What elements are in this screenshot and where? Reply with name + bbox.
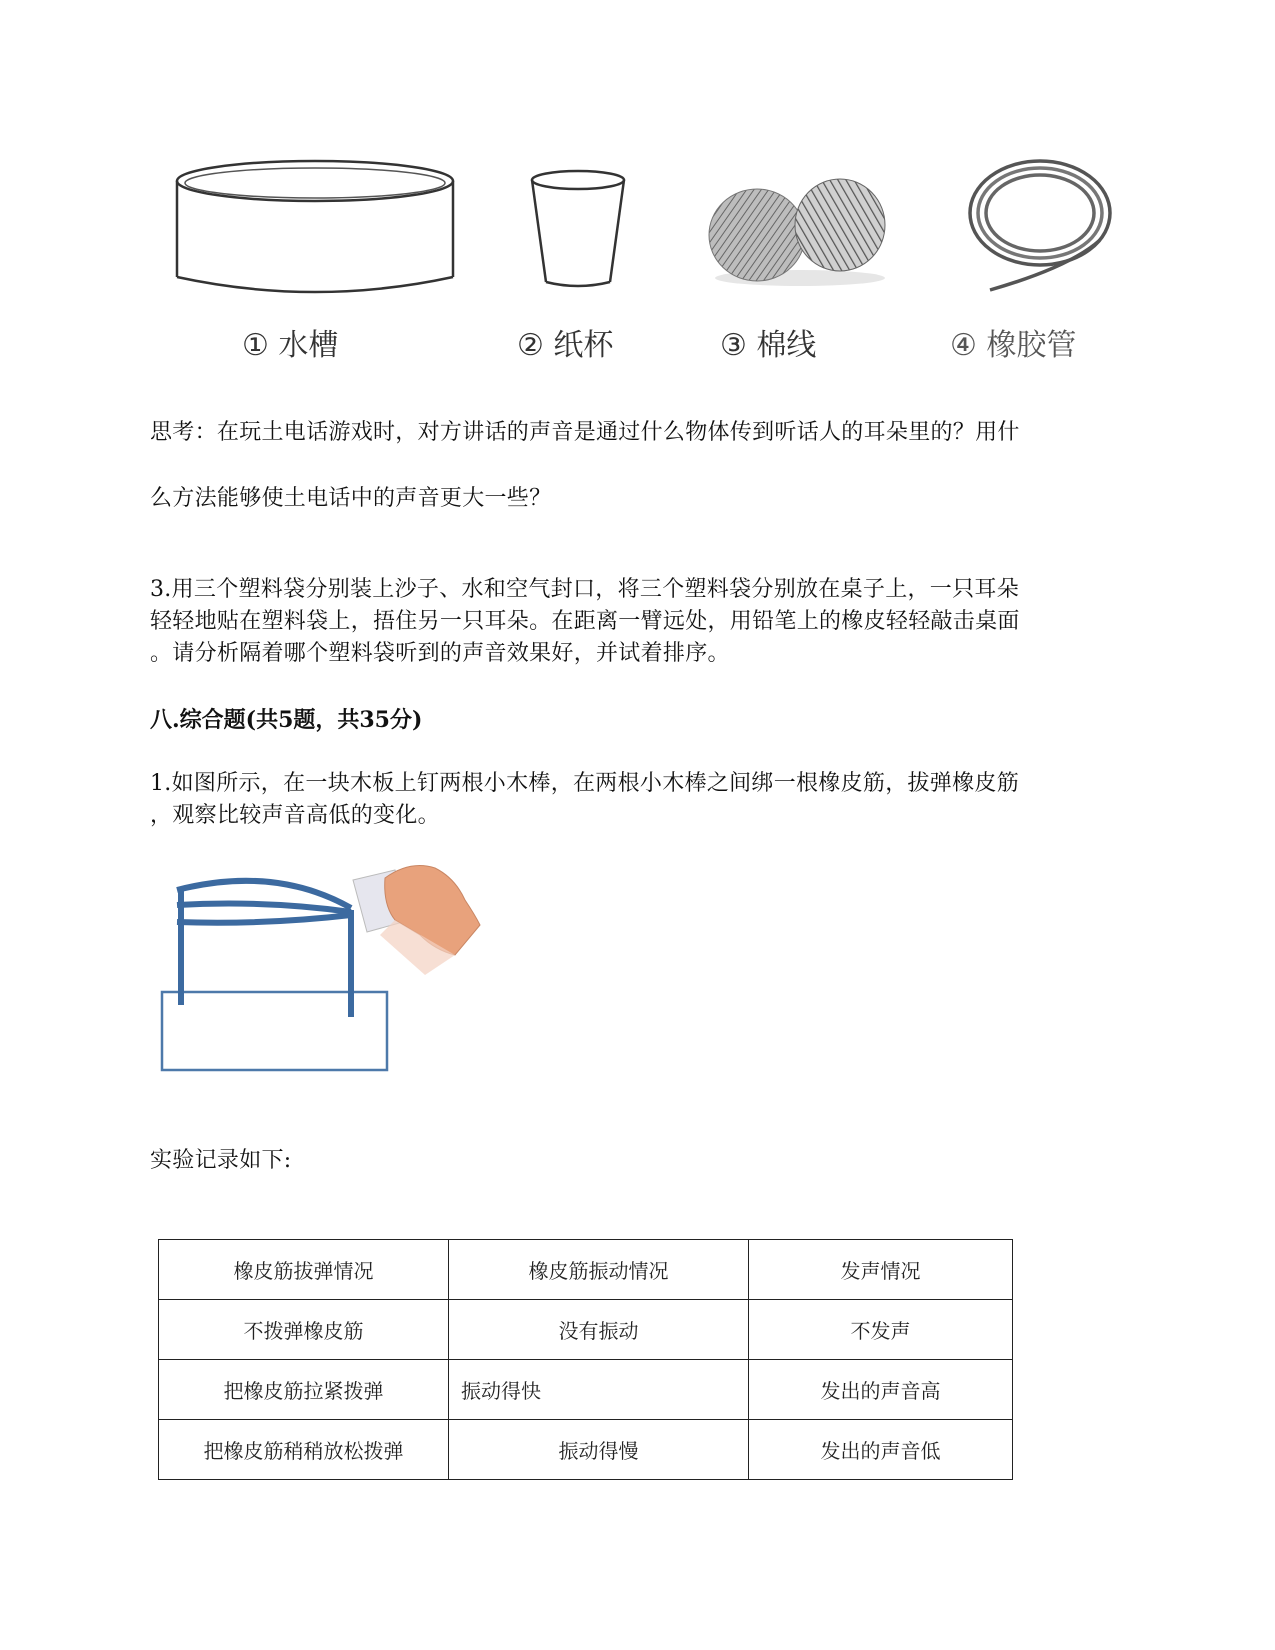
table-cell: 把橡皮筋稍稍放松拨弹 <box>159 1420 449 1480</box>
table-header-cell: 发声情况 <box>749 1240 1013 1300</box>
table-cell: 不发声 <box>749 1300 1013 1360</box>
table-row <box>159 1420 1013 1480</box>
section-heading: 八.综合题(共5题，共35分) <box>150 707 423 733</box>
table-row <box>159 1300 1013 1360</box>
table-cell: 振动得快 <box>449 1360 749 1420</box>
table-header-cell: 橡皮筋拔弹情况 <box>159 1240 449 1300</box>
caption-rubber-tube: ④ 橡胶管 <box>950 328 1077 363</box>
question-3-line-1: 3.用三个塑料袋分别装上沙子、水和空气封口，将三个塑料袋分别放在桌子上，一只耳朵 <box>150 577 1019 602</box>
table-cell: 把橡皮筋拉紧拨弹 <box>159 1360 449 1420</box>
table-header-cell: 橡皮筋振动情况 <box>449 1240 749 1300</box>
rubber-tube-illustration <box>960 155 1120 295</box>
caption-cotton-thread: ③ 棉线 <box>720 328 817 363</box>
caption-water-trough: ① 水槽 <box>242 328 339 363</box>
think-question-line-1: 思考：在玩土电话游戏时，对方讲话的声音是通过什么物体传到听话人的耳朵里的？用什 <box>150 420 1020 445</box>
think-question-line-2: 么方法能够使土电话中的声音更大一些？ <box>150 486 552 511</box>
question-1-line-1: 1.如图所示，在一块木板上钉两根小木棒，在两根小木棒之间绑一根橡皮筋，拔弹橡皮筋 <box>150 771 1019 796</box>
table-cell: 发出的声音低 <box>749 1420 1013 1480</box>
paper-cup-illustration <box>528 168 628 293</box>
table-cell: 没有振动 <box>449 1300 749 1360</box>
question-3-line-3: 。请分析隔着哪个塑料袋听到的声音效果好，并试着排序。 <box>150 641 730 666</box>
table-cell: 振动得慢 <box>449 1420 749 1480</box>
question-1-line-2: ，观察比较声音高低的变化。 <box>150 803 440 828</box>
water-trough-illustration <box>170 155 460 305</box>
table-header-row <box>159 1240 1013 1300</box>
record-label: 实验记录如下: <box>150 1148 292 1173</box>
caption-paper-cup: ② 纸杯 <box>517 328 614 363</box>
experiment-record-table <box>158 1239 1013 1480</box>
table-cell: 发出的声音高 <box>749 1360 1013 1420</box>
table-row <box>159 1360 1013 1420</box>
table-cell: 不拨弹橡皮筋 <box>159 1300 449 1360</box>
question-3-line-2: 轻轻地贴在塑料袋上，捂住另一只耳朵。在距离一臂远处，用铅笔上的橡皮轻轻敲击桌面 <box>150 609 1020 634</box>
rubber-band-apparatus-illustration <box>155 860 495 1075</box>
cotton-thread-balls-illustration <box>705 175 895 290</box>
